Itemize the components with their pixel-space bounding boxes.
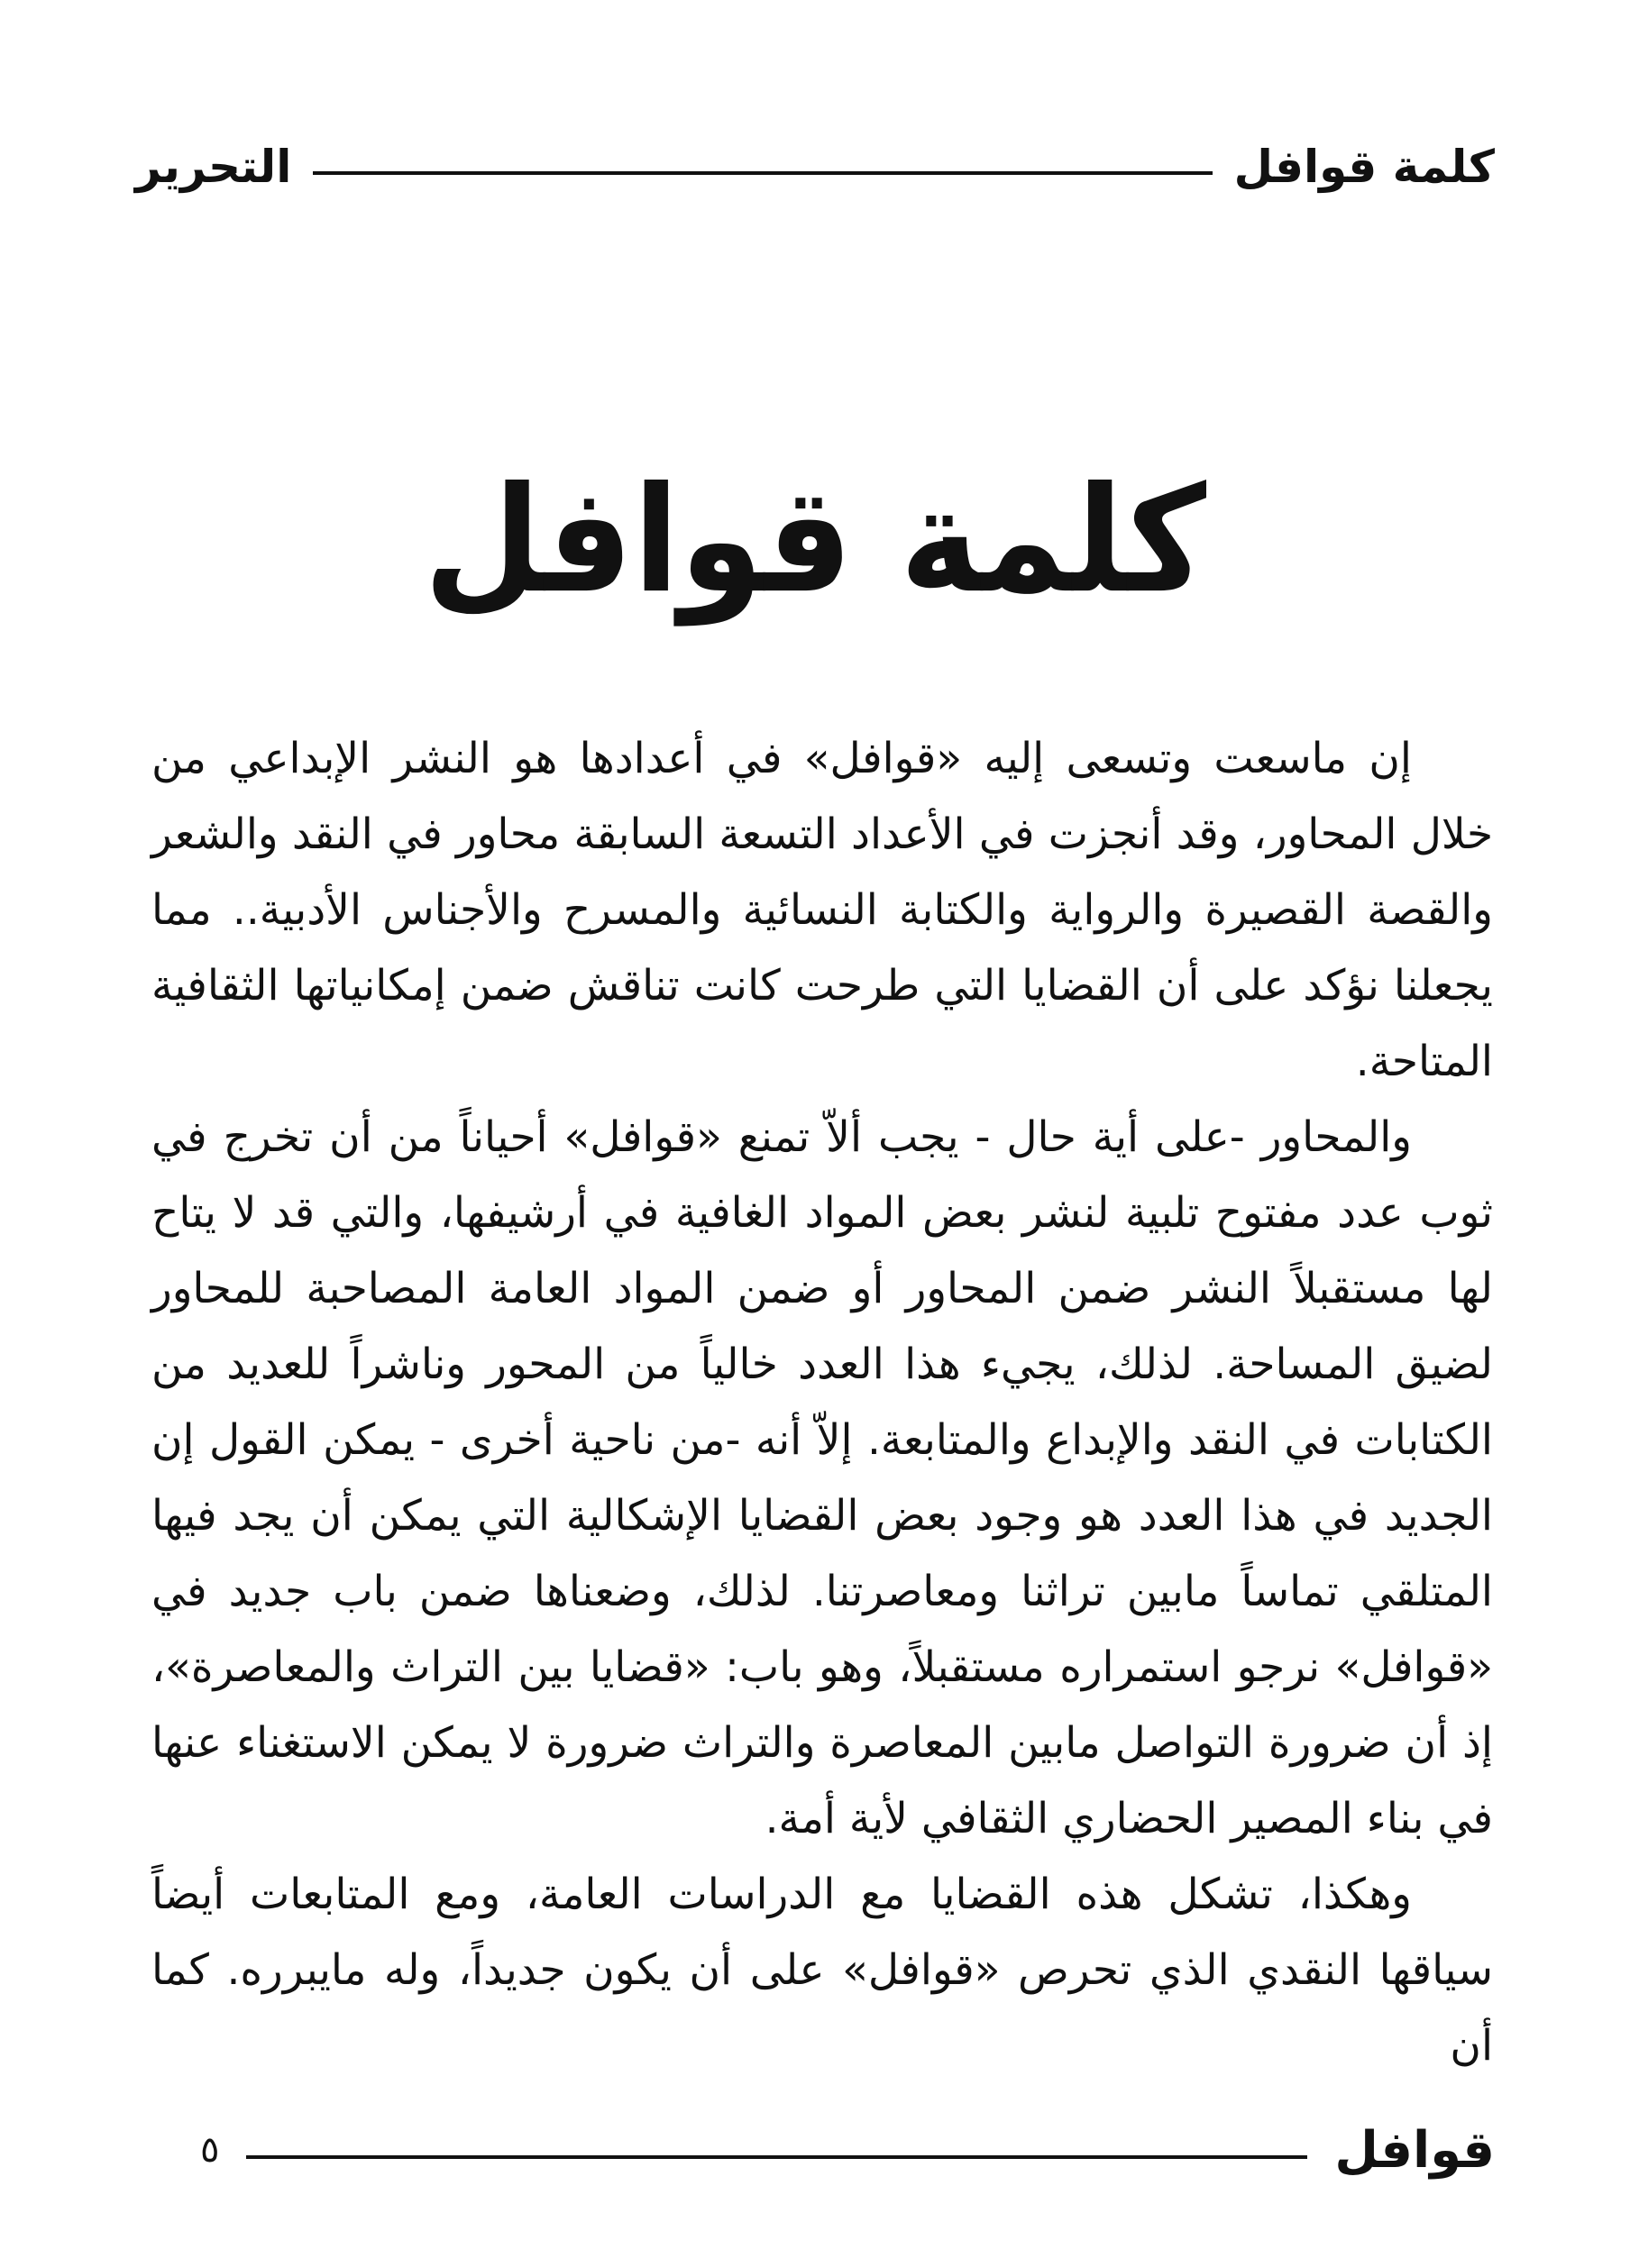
- page-number: ٥: [200, 2129, 220, 2171]
- journal-name: قوافل: [1334, 2120, 1495, 2180]
- footer-rule: [246, 2155, 1307, 2159]
- article-body: [151, 721, 1493, 2084]
- page-title: كلمة قوافل: [424, 456, 1206, 626]
- header-rule: [313, 171, 1212, 175]
- paragraph-2: والمحاور -على أية حال - يجب ألاّ تمنع «قوافل» أحياناً من أن تخرج في ثوب عدد مفتوح تلبية لنشر بعض المواد الغافية في أرشيفها، والتي قد لا يتاح لها مستقبلاً النشر ضمن المحاور أو ضمن المواد العامة المصاحبة للمحاور لضيق المساحة. لذلك، يجيء هذا العدد خالياً من المحور وناشراً للعديد من الكتابات في النقد والإبداع والمتابعة. إلاّ أنه -من ناحية أخرى - يمكن القول إن الجديد في هذا العدد هو وجود بعض القضايا الإشكالية التي يمكن أن يجد فيها المتلقي تماساً مابين تراثنا ومعاصرتنا. لذلك، وضعناها ضمن باب جديد في «قوافل» نرجو استمراره مستقبلاً، وهو باب: «قضايا بين التراث والمعاصرة»، إذ أن ضرورة التواصل مابين المعاصرة والتراث ضرورة لا يمكن الاستغناء عنها في بناء المصير الحضاري الثقافي لأية أمة.: [151, 1112, 1493, 1843]
- page-footer: [135, 2100, 1495, 2199]
- title-block: [0, 451, 1630, 631]
- running-head: [135, 126, 1495, 207]
- paragraph-1: إن ماسعت وتسعى إليه «قوافل» في أعدادها هو النشر الإبداعي من خلال المحاور، وقد أنجزت في الأعداد التسعة السابقة محاور في النقد والشعر والقصة القصيرة والرواية والكتابة النسائية والمسرح والأجناس الأدبية.. مما يجعلنا نؤكد على أن القضايا التي طرحت كانت تناقش ضمن إمكانياتها الثقافية المتاحة.: [151, 734, 1493, 1086]
- section-title: كلمة قوافل: [1233, 141, 1495, 193]
- paragraph-3: وهكذا، تشكل هذه القضايا مع الدراسات العامة، ومع المتابعات أيضاً سياقها النقدي الذي تحرص «قوافل» على أن يكون جديداً، وله مايبرره. كما أن: [151, 1870, 1493, 2071]
- author-label: التحرير: [135, 141, 292, 193]
